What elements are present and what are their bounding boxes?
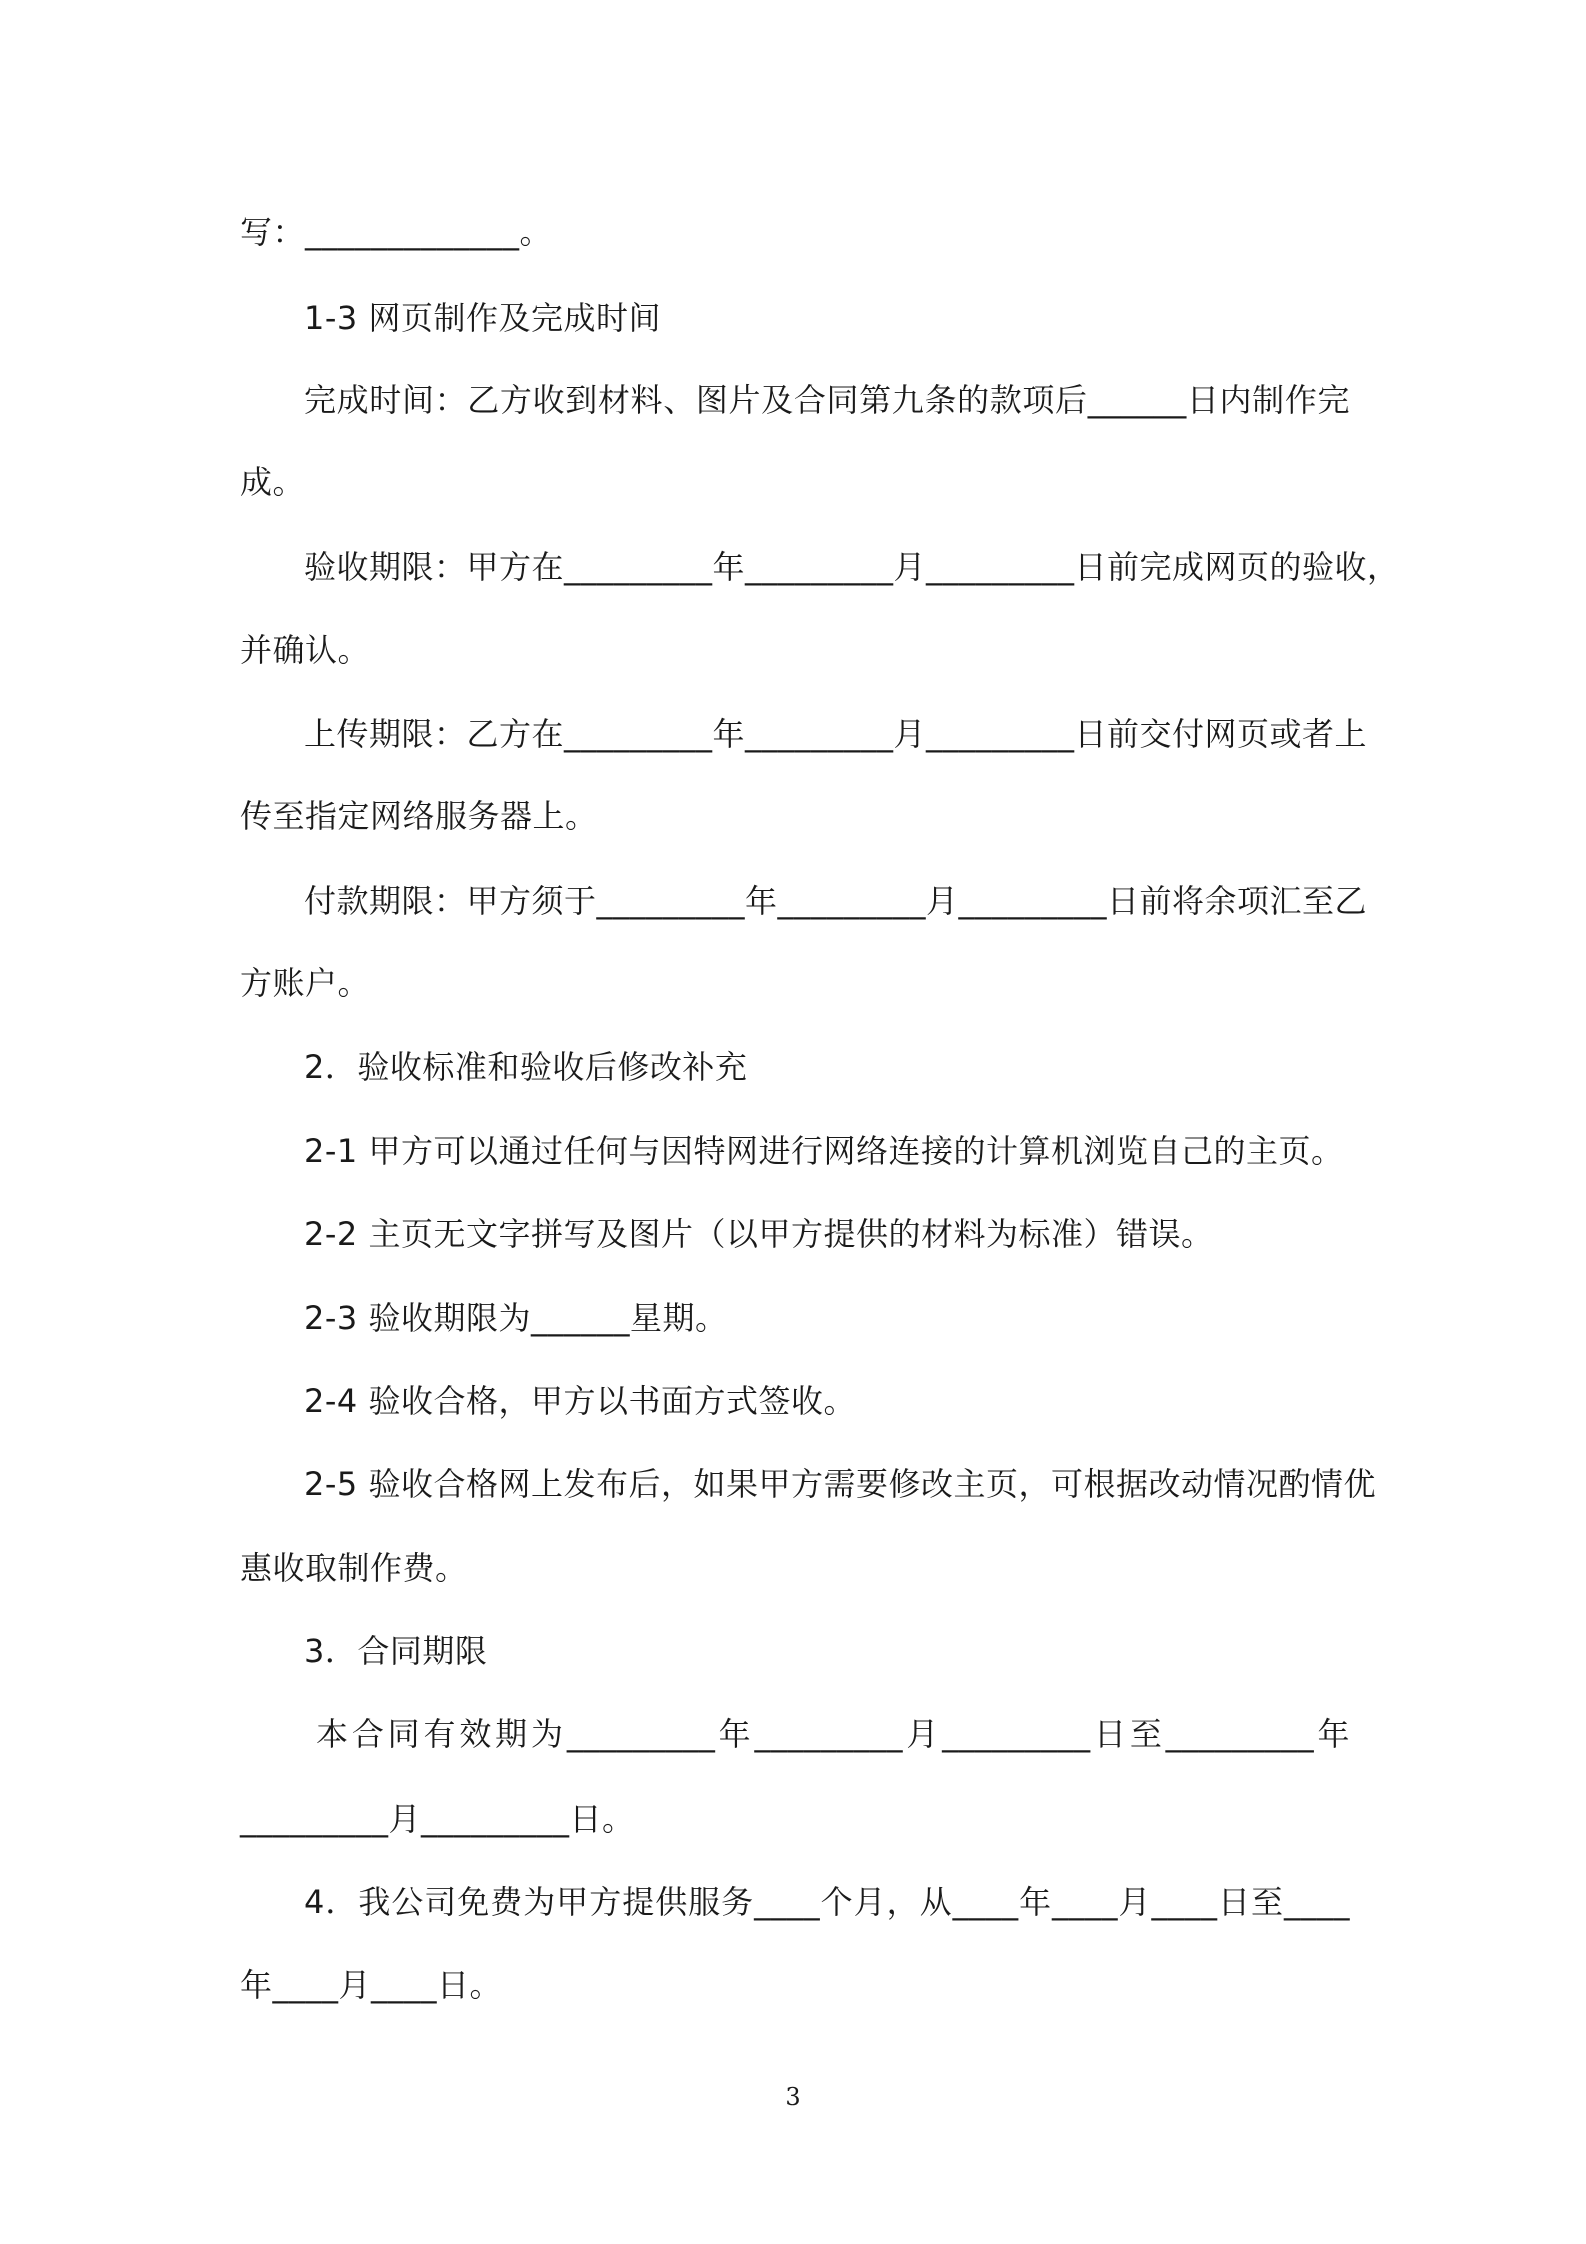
text-line: 2-2 主页无文字拼写及图片（以甲方提供的材料为标准）错误。 (304, 1215, 1214, 1253)
text-line: 本合同有效期为_________年_________月_________日至_________年 (316, 1715, 1350, 1753)
text-line: 成。 (240, 463, 306, 501)
text-line: 验收期限：甲方在_________年_________月_________日前完成网页的验收， (304, 548, 1400, 586)
text-line: 年____月____日。 (240, 1966, 503, 2004)
text-line: 惠收取制作费。 (240, 1549, 468, 1587)
text-line: 写：_____________。 (240, 213, 553, 251)
section-heading: 3．合同期限 (304, 1632, 488, 1670)
text-line: 2-3 验收期限为______星期。 (304, 1299, 728, 1337)
text-line: 上传期限：乙方在_________年_________月_________日前交付网页或者上 (304, 715, 1368, 753)
text-line: 方账户。 (240, 964, 371, 1002)
section-heading: 2．验收标准和验收后修改补充 (304, 1048, 748, 1086)
text-line: _________月_________日。 (240, 1800, 635, 1838)
page-number: 3 (785, 2083, 801, 2111)
text-line: 并确认。 (240, 631, 371, 669)
text-line: 4．我公司免费为甲方提供服务____个月，从____年____月____日至____ (304, 1883, 1350, 1921)
text-line: 传至指定网络服务器上。 (240, 797, 598, 835)
text-line: 付款期限：甲方须于_________年_________月_________日前将余项汇至乙 (304, 882, 1368, 920)
text-line: 2-5 验收合格网上发布后，如果甲方需要修改主页，可根据改动情况酌情优 (304, 1465, 1376, 1503)
text-line: 完成时间：乙方收到材料、图片及合同第九条的款项后______日内制作完 (304, 381, 1350, 419)
text-line: 2-4 验收合格，甲方以书面方式签收。 (304, 1382, 856, 1420)
section-heading: 1-3 网页制作及完成时间 (304, 299, 661, 337)
text-line: 2-1 甲方可以通过任何与因特网进行网络连接的计算机浏览自己的主页。 (304, 1132, 1344, 1170)
